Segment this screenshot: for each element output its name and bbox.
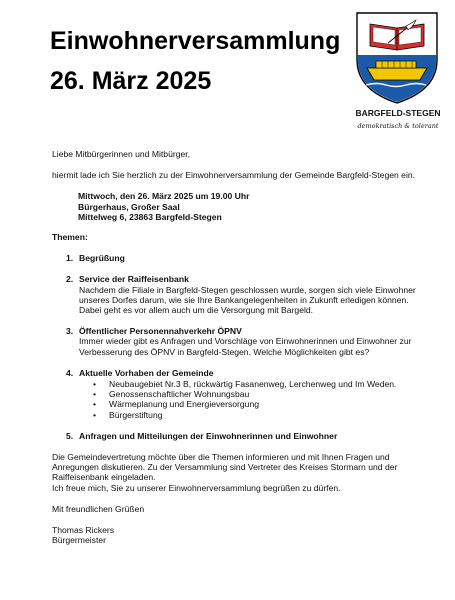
signer-name: Thomas Rickers (52, 525, 115, 536)
agenda-number: 5. (66, 430, 74, 441)
logo-motto: demokratisch & tolerant (357, 122, 439, 130)
event-venue: Bürgerhaus, Großer Saal (78, 201, 180, 212)
agenda-item (52, 326, 430, 357)
agenda-title: Aktuelle Vorhaben der Gemeinde (79, 367, 214, 378)
agenda-title: Begrüßung (79, 253, 125, 264)
agenda-number: 3. (66, 326, 74, 337)
project-list (52, 379, 430, 420)
event-datetime: Mittwoch, den 26. März 2025 um 19.00 Uhr (78, 191, 250, 202)
agenda-title: Öffentlicher Personennahverkehr ÖPNV (79, 326, 242, 337)
agenda-item (52, 274, 430, 315)
list-item: • Genossenschaftlicher Wohnungsbau (52, 389, 430, 399)
list-item-text: Neubaugebiet Nr.3 B, rückwärtig Fasanenweg, Lerchenweg und Im Weden. (109, 379, 397, 390)
logo-name: BARGFELD-STEGEN (355, 108, 441, 118)
agenda-number: 4. (66, 367, 74, 378)
agenda-item (52, 253, 430, 263)
closing-line: Ich freue mich, Sie zu unserer Einwohnerversammlung begrüßen zu dürfen. (52, 482, 341, 493)
agenda-item (52, 368, 430, 378)
agenda-text: Nachdem die Filiale in Bargfeld-Stegen geschlossen wurde, sorgen sich viele Einwohner unseres Dorfes darum, wie sie Ihre Bankangelegenheiten in Zukunft erledigen können. Dabei geht es vor allem auch um die Versorgung mit Bargeld. (79, 284, 416, 316)
page-title: Einwohnerversammlung (50, 27, 341, 55)
event-address: Mittelweg 6, 23863 Bargfeld-Stegen (78, 211, 222, 222)
event-details (78, 191, 430, 222)
agenda-number: 2. (66, 274, 74, 285)
agenda-title: Anfragen und Mitteilungen der Einwohnerinnen und Einwohner (79, 430, 338, 441)
closing-text: Die Gemeindevertretung möchte über die Themen informieren und mit Ihnen Fragen und Anregungen diskutieren. Zu der Versammlung sind Vertreter des Kreises Stormarn und der Raiffeisenbank eingeladen. (52, 452, 398, 483)
agenda-text: Immer wieder gibt es Anfragen und Vorschläge von Einwohnerinnen und Einwohner zur Verbesserung des ÖPNV in Bargfeld-Stegen. Welche Möglichkeiten gibt es? (79, 336, 412, 357)
signer-title: Bürgermeister (52, 535, 106, 546)
greeting: Mit freundlichen Grüßen (52, 503, 145, 514)
agenda-title: Service der Raiffeisenbank (79, 274, 189, 285)
list-item: • Neubaugebiet Nr.3 B, rückwärtig Fasanenweg, Lerchenweg und Im Weden. (52, 379, 430, 389)
intro-text: hiermit lade ich Sie herzlich zu der Einwohnerversammlung der Gemeinde Bargfeld-Stegen ein. (52, 170, 416, 181)
coat-of-arms-icon (354, 10, 440, 106)
list-item: • Wärmeplanung und Energieversorgung (52, 399, 430, 409)
letter-body (52, 149, 430, 545)
list-item-text: Wärmeplanung und Energieversorgung (109, 399, 260, 410)
municipality-logo (350, 10, 442, 135)
salutation: Liebe Mitbürgerinnen und Mitbürger, (52, 149, 191, 159)
list-item-text: Genossenschaftlicher Wohnungsbau (109, 389, 250, 400)
event-date-heading: 26. März 2025 (50, 67, 212, 95)
list-item: • Bürgerstiftung (52, 410, 430, 420)
agenda-item (52, 431, 430, 441)
list-item-text: Bürgerstiftung (109, 409, 163, 420)
agenda-number: 1. (66, 253, 74, 264)
topics-label: Themen: (52, 232, 88, 243)
